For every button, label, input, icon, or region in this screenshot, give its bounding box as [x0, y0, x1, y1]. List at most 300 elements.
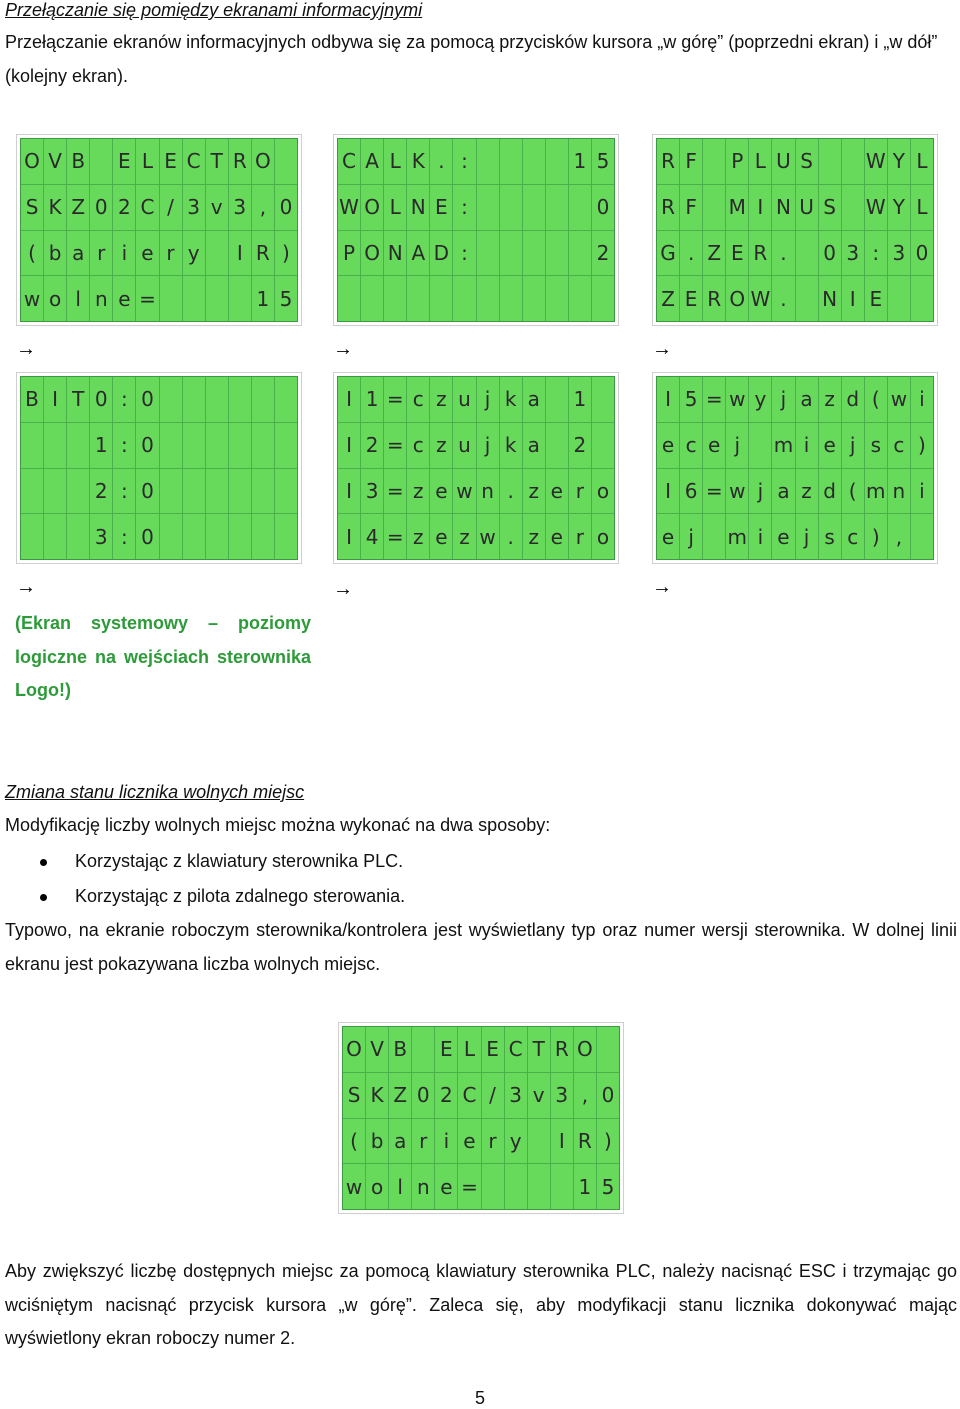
counter-intro: Modyfikację liczby wolnych miejsc można wykonać na dwa sposoby: [5, 815, 551, 835]
lcd-char-cell: O [252, 139, 274, 184]
lcd-char-cell: R [657, 139, 679, 184]
lcd-char-cell: d [842, 377, 864, 422]
lcd-char-cell: : [113, 423, 135, 468]
lcd-char-cell [477, 139, 499, 184]
lcd-char-cell [911, 514, 933, 559]
lcd-char-cell: R [252, 231, 274, 276]
lcd-char-cell: 2 [592, 231, 614, 276]
section-heading-counter: Zmiana stanu licznika wolnych miejsc [5, 782, 305, 802]
lcd-char-cell [229, 276, 251, 321]
lcd-char-cell [592, 423, 614, 468]
lcd-char-cell: : [453, 139, 475, 184]
lcd-char-cell [229, 469, 251, 514]
lcd-char-cell: K [44, 185, 66, 230]
lcd-char-cell [252, 514, 274, 559]
lcd-char-cell: j [772, 377, 794, 422]
lcd-char-cell: K [407, 139, 429, 184]
lcd-char-cell: : [113, 469, 135, 514]
lcd-char-cell: ) [911, 423, 933, 468]
work-screen-paragraph: Typowo, na ekranie roboczym sterownika/kontrolera jest wyświetlany typ oraz numer wersji sterownika. W dolnej linii ekranu jest pokazywana liczba wolnych miejsc. [5, 920, 957, 974]
arrow-right-icon: → [333, 578, 353, 600]
lcd-char-cell: 2 [435, 1073, 457, 1118]
lcd-char-cell: c [407, 377, 429, 422]
lcd-char-cell: j [749, 469, 771, 514]
lcd-char-cell: 5 [680, 377, 702, 422]
lcd-char-cell: 3 [505, 1073, 527, 1118]
lcd-char-cell [430, 276, 452, 321]
lcd-char-cell [160, 423, 182, 468]
lcd-char-cell: L [911, 139, 933, 184]
lcd-char-cell: 1 [569, 139, 591, 184]
lcd-char-cell [842, 185, 864, 230]
lcd-char-cell: e [435, 1164, 457, 1209]
lcd-char-cell: e [772, 514, 794, 559]
lcd-char-cell: L [458, 1027, 480, 1072]
lcd-char-cell: z [523, 514, 545, 559]
lcd-char-cell [229, 377, 251, 422]
increase-paragraph: Aby zwiększyć liczbę dostępnych miejsc za pomocą klawiatury sterownika PLC, należy nacisnąć ESC i trzymając go wciśniętym nacisnąć przycisk kursora „w górę”. Zaleca się, aby modyfikacji stanu licznika dokonywać mając wyświetlony ekran roboczy numer 2. [5, 1261, 957, 1348]
lcd-char-cell: V [44, 139, 66, 184]
lcd-char-cell: I [842, 276, 864, 321]
page-number: 5 [474, 1388, 485, 1408]
lcd-char-cell: o [366, 1164, 388, 1209]
lcd-char-cell: = [703, 469, 725, 514]
lcd-char-cell: B [389, 1027, 411, 1072]
section-heading-screens: Przełączanie się pomiędzy ekranami informacyjnymi [5, 0, 423, 20]
lcd-char-cell [160, 469, 182, 514]
lcd-char-cell: o [592, 469, 614, 514]
lcd-char-cell: C [458, 1073, 480, 1118]
lcd-char-cell: K [366, 1073, 388, 1118]
lcd-char-cell: . [500, 514, 522, 559]
arrow-right-icon: → [652, 576, 672, 598]
lcd-char-cell [361, 276, 383, 321]
lcd-char-cell: a [796, 377, 818, 422]
lcd-char-cell: ( [343, 1119, 365, 1164]
lcd-char-cell: r [160, 231, 182, 276]
lcd-char-cell: z [430, 423, 452, 468]
lcd-char-cell: L [749, 139, 771, 184]
lcd-char-cell: Z [657, 276, 679, 321]
lcd-char-cell [183, 469, 205, 514]
lcd-char-cell: j [842, 423, 864, 468]
lcd-char-cell: C [136, 185, 158, 230]
lcd-char-cell [523, 231, 545, 276]
lcd-char-cell: : [865, 231, 887, 276]
lcd-char-cell: S [343, 1073, 365, 1118]
lcd-char-cell: 0 [597, 1073, 619, 1118]
lcd-char-cell: . [430, 139, 452, 184]
lcd-char-cell: 1 [90, 423, 112, 468]
lcd-char-cell: , [252, 185, 274, 230]
lcd-char-cell [842, 139, 864, 184]
lcd-char-cell: C [183, 139, 205, 184]
lcd-char-cell: M [726, 185, 748, 230]
lcd-char-cell [206, 423, 228, 468]
lcd-char-cell [528, 1119, 550, 1164]
lcd-char-cell [569, 231, 591, 276]
lcd-char-cell: 6 [680, 469, 702, 514]
lcd-char-cell: l [67, 276, 89, 321]
lcd-char-cell: E [430, 185, 452, 230]
lcd-char-cell [546, 139, 568, 184]
lcd-char-cell: 3 [361, 469, 383, 514]
lcd-char-cell: B [67, 139, 89, 184]
lcd-char-cell: o [44, 276, 66, 321]
lcd-char-cell: W [865, 139, 887, 184]
lcd-char-cell: e [430, 469, 452, 514]
lcd-char-cell [523, 139, 545, 184]
lcd-char-cell [407, 276, 429, 321]
lcd-char-cell [183, 276, 205, 321]
lcd-char-cell: w [888, 377, 910, 422]
lcd-char-cell: z [796, 469, 818, 514]
lcd-char-cell: z [430, 377, 452, 422]
lcd-char-cell: , [888, 514, 910, 559]
lcd-char-cell: R [229, 139, 251, 184]
lcd-char-cell: I [551, 1119, 573, 1164]
lcd-char-cell [275, 514, 297, 559]
lcd-char-cell: L [136, 139, 158, 184]
lcd-char-cell: Z [703, 231, 725, 276]
lcd-char-cell: P [726, 139, 748, 184]
lcd-char-cell: 3 [888, 231, 910, 276]
list-item: Korzystając z pilota zdalnego sterowania. [0, 879, 405, 914]
lcd-char-cell [183, 423, 205, 468]
lcd-char-cell: E [435, 1027, 457, 1072]
lcd-char-cell: E [865, 276, 887, 321]
arrow-right-icon: → [652, 338, 672, 360]
lcd-char-cell: a [523, 377, 545, 422]
lcd-char-cell: z [819, 377, 841, 422]
lcd-char-cell: z [407, 514, 429, 559]
lcd-char-cell: . [772, 231, 794, 276]
arrow-right-icon: → [16, 338, 36, 360]
lcd-char-cell [500, 231, 522, 276]
lcd-char-cell: L [384, 185, 406, 230]
lcd-char-cell: 0 [275, 185, 297, 230]
lcd-char-cell: S [796, 139, 818, 184]
lcd-char-cell: ) [275, 231, 297, 276]
lcd-char-cell: O [574, 1027, 596, 1072]
lcd-char-cell [384, 276, 406, 321]
lcd-char-cell: : [453, 231, 475, 276]
lcd-char-cell [183, 514, 205, 559]
lcd-char-cell: Y [888, 185, 910, 230]
lcd-char-cell [183, 377, 205, 422]
lcd-char-cell: i [113, 231, 135, 276]
lcd-char-cell: 0 [136, 423, 158, 468]
lcd-char-cell: 2 [90, 469, 112, 514]
list-item: Korzystając z klawiatury sterownika PLC. [0, 844, 405, 879]
lcd-char-cell: L [384, 139, 406, 184]
lcd-char-cell [229, 514, 251, 559]
lcd-char-cell: R [574, 1119, 596, 1164]
lcd-char-cell: r [412, 1119, 434, 1164]
lcd-char-cell: A [407, 231, 429, 276]
lcd-char-cell: E [113, 139, 135, 184]
lcd-char-cell [528, 1164, 550, 1209]
lcd-char-cell: I [749, 185, 771, 230]
lcd-char-cell: A [361, 139, 383, 184]
lcd-char-cell [592, 377, 614, 422]
lcd-char-cell [90, 139, 112, 184]
lcd-char-cell: E [160, 139, 182, 184]
lcd-char-cell [477, 231, 499, 276]
lcd-char-cell: = [384, 423, 406, 468]
arrow-right-icon: → [333, 338, 353, 360]
lcd-char-cell: 0 [90, 185, 112, 230]
lcd-char-cell: 1 [574, 1164, 596, 1209]
lcd-char-cell: R [657, 185, 679, 230]
lcd-char-cell: ( [842, 469, 864, 514]
lcd-char-cell: e [703, 423, 725, 468]
lcd-char-cell [703, 185, 725, 230]
lcd-char-cell [546, 185, 568, 230]
lcd-char-cell: 5 [592, 139, 614, 184]
lcd-char-cell: 0 [819, 231, 841, 276]
lcd-char-cell: e [546, 469, 568, 514]
lcd-char-cell: s [819, 514, 841, 559]
lcd-char-cell: a [67, 231, 89, 276]
lcd-char-cell: r [90, 231, 112, 276]
lcd-char-cell: 0 [911, 231, 933, 276]
lcd-char-cell [206, 231, 228, 276]
lcd-char-cell: e [113, 276, 135, 321]
lcd-char-cell: 2 [113, 185, 135, 230]
lcd-char-cell: S [21, 185, 43, 230]
lcd-char-cell: I [657, 469, 679, 514]
lcd-char-cell: y [183, 231, 205, 276]
lcd-char-cell: C [338, 139, 360, 184]
lcd-char-cell: m [865, 469, 887, 514]
lcd-char-cell [819, 139, 841, 184]
lcd-screen-6 [652, 372, 938, 564]
lcd-char-cell: O [343, 1027, 365, 1072]
lcd-char-cell: w [453, 469, 475, 514]
lcd-char-cell: , [574, 1073, 596, 1118]
lcd-char-cell: d [819, 469, 841, 514]
lcd-char-cell [703, 514, 725, 559]
lcd-char-cell [44, 469, 66, 514]
lcd-char-cell: y [749, 377, 771, 422]
lcd-char-cell: / [482, 1073, 504, 1118]
lcd-char-cell: 0 [136, 377, 158, 422]
lcd-char-cell: P [338, 231, 360, 276]
lcd-char-cell: w [343, 1164, 365, 1209]
lcd-work-screen [338, 1022, 624, 1214]
lcd-char-cell [546, 377, 568, 422]
lcd-char-cell [21, 469, 43, 514]
lcd-char-cell [505, 1164, 527, 1209]
lcd-char-cell: n [90, 276, 112, 321]
lcd-char-cell [252, 377, 274, 422]
lcd-char-cell: w [726, 469, 748, 514]
lcd-char-cell: I [338, 469, 360, 514]
lcd-char-cell: j [680, 514, 702, 559]
lcd-char-cell [796, 231, 818, 276]
lcd-char-cell: = [458, 1164, 480, 1209]
lcd-char-cell: 0 [592, 185, 614, 230]
lcd-char-cell: R [551, 1027, 573, 1072]
lcd-char-cell: 5 [275, 276, 297, 321]
lcd-screen-5 [333, 372, 619, 564]
lcd-char-cell [160, 377, 182, 422]
lcd-char-cell: E [726, 231, 748, 276]
lcd-char-cell: I [338, 423, 360, 468]
lcd-char-cell: z [453, 514, 475, 559]
lcd-char-cell [206, 514, 228, 559]
lcd-char-cell: 0 [412, 1073, 434, 1118]
lcd-char-cell: e [657, 423, 679, 468]
lcd-char-cell [569, 276, 591, 321]
lcd-char-cell: 3 [842, 231, 864, 276]
lcd-char-cell: i [796, 423, 818, 468]
lcd-char-cell: e [819, 423, 841, 468]
lcd-char-cell [206, 276, 228, 321]
lcd-char-cell: i [435, 1119, 457, 1164]
lcd-char-cell [44, 514, 66, 559]
lcd-char-cell [546, 276, 568, 321]
lcd-char-cell: R [703, 276, 725, 321]
lcd-char-cell [453, 276, 475, 321]
lcd-char-cell: C [505, 1027, 527, 1072]
lcd-char-cell: N [772, 185, 794, 230]
screens-paragraph: Przełączanie ekranów informacyjnych odbywa się za pomocą przycisków kursora „w górę” (poprzedni ekran) i „w dół” (kolejny ekran). [5, 32, 938, 86]
lcd-char-cell: D [430, 231, 452, 276]
lcd-char-cell: T [67, 377, 89, 422]
lcd-char-cell: ( [865, 377, 887, 422]
lcd-char-cell: s [865, 423, 887, 468]
lcd-char-cell [477, 276, 499, 321]
lcd-char-cell [160, 276, 182, 321]
lcd-char-cell: 3 [551, 1073, 573, 1118]
lcd-char-cell: = [703, 377, 725, 422]
lcd-char-cell [523, 185, 545, 230]
lcd-char-cell: k [500, 423, 522, 468]
lcd-char-cell: j [477, 423, 499, 468]
lcd-char-cell: = [136, 276, 158, 321]
lcd-char-cell [796, 276, 818, 321]
lcd-char-cell: n [412, 1164, 434, 1209]
lcd-char-cell [275, 139, 297, 184]
lcd-char-cell [44, 423, 66, 468]
lcd-char-cell: z [523, 469, 545, 514]
lcd-char-cell: u [453, 423, 475, 468]
lcd-char-cell: e [430, 514, 452, 559]
lcd-char-cell [67, 514, 89, 559]
lcd-char-cell: u [453, 377, 475, 422]
lcd-char-cell: c [680, 423, 702, 468]
lcd-char-cell: O [361, 185, 383, 230]
lcd-char-cell: n [477, 469, 499, 514]
lcd-char-cell [703, 139, 725, 184]
lcd-char-cell: z [407, 469, 429, 514]
lcd-char-cell [67, 423, 89, 468]
lcd-char-cell: E [680, 276, 702, 321]
lcd-char-cell [569, 185, 591, 230]
arrow-right-icon: → [16, 576, 36, 598]
lcd-char-cell: k [500, 377, 522, 422]
lcd-char-cell [500, 276, 522, 321]
lcd-char-cell: ) [865, 514, 887, 559]
lcd-char-cell: . [772, 276, 794, 321]
lcd-char-cell [206, 469, 228, 514]
lcd-char-cell: j [796, 514, 818, 559]
lcd-char-cell: c [842, 514, 864, 559]
lcd-char-cell: 1 [361, 377, 383, 422]
lcd-char-cell: m [726, 514, 748, 559]
lcd-char-cell: ) [597, 1119, 619, 1164]
lcd-char-cell: r [569, 514, 591, 559]
lcd-char-cell: y [505, 1119, 527, 1164]
lcd-char-cell: j [477, 377, 499, 422]
lcd-char-cell [275, 423, 297, 468]
lcd-char-cell: E [482, 1027, 504, 1072]
lcd-char-cell: r [482, 1119, 504, 1164]
lcd-char-cell [523, 276, 545, 321]
lcd-char-cell: T [206, 139, 228, 184]
lcd-char-cell: I [338, 514, 360, 559]
lcd-char-cell: F [680, 185, 702, 230]
lcd-char-cell [888, 276, 910, 321]
lcd-char-cell [338, 276, 360, 321]
lcd-char-cell: 2 [361, 423, 383, 468]
lcd-char-cell: n [888, 469, 910, 514]
lcd-char-cell: o [592, 514, 614, 559]
lcd-char-cell [229, 423, 251, 468]
methods-list [0, 844, 405, 914]
lcd-char-cell: = [384, 377, 406, 422]
lcd-screen-3 [652, 134, 938, 326]
lcd-char-cell: a [389, 1119, 411, 1164]
lcd-char-cell: v [206, 185, 228, 230]
lcd-char-cell: U [796, 185, 818, 230]
lcd-char-cell: N [384, 231, 406, 276]
lcd-char-cell: 0 [136, 469, 158, 514]
lcd-char-cell: i [911, 377, 933, 422]
lcd-char-cell: e [458, 1119, 480, 1164]
lcd-char-cell: i [749, 514, 771, 559]
lcd-char-cell: = [384, 469, 406, 514]
lcd-char-cell [911, 276, 933, 321]
lcd-char-cell: w [726, 377, 748, 422]
lcd-char-cell: 1 [569, 377, 591, 422]
lcd-char-cell: 0 [136, 514, 158, 559]
lcd-char-cell: i [911, 469, 933, 514]
lcd-char-cell: a [523, 423, 545, 468]
lcd-char-cell: a [772, 469, 794, 514]
lcd-char-cell: N [407, 185, 429, 230]
lcd-char-cell: 3 [183, 185, 205, 230]
lcd-char-cell: l [389, 1164, 411, 1209]
system-screen-note: (Ekran systemowy – poziomy logiczne na wejściach sterownika Logo!) [15, 613, 311, 700]
lcd-char-cell: e [546, 514, 568, 559]
lcd-char-cell [252, 423, 274, 468]
lcd-char-cell: w [477, 514, 499, 559]
lcd-char-cell [412, 1027, 434, 1072]
lcd-char-cell: 2 [569, 423, 591, 468]
lcd-screen-4 [16, 372, 302, 564]
lcd-char-cell: b [44, 231, 66, 276]
lcd-char-cell: w [21, 276, 43, 321]
lcd-char-cell: I [657, 377, 679, 422]
lcd-char-cell: 5 [597, 1164, 619, 1209]
lcd-char-cell [67, 469, 89, 514]
lcd-char-cell: : [453, 185, 475, 230]
lcd-char-cell [597, 1027, 619, 1072]
lcd-char-cell: Z [67, 185, 89, 230]
